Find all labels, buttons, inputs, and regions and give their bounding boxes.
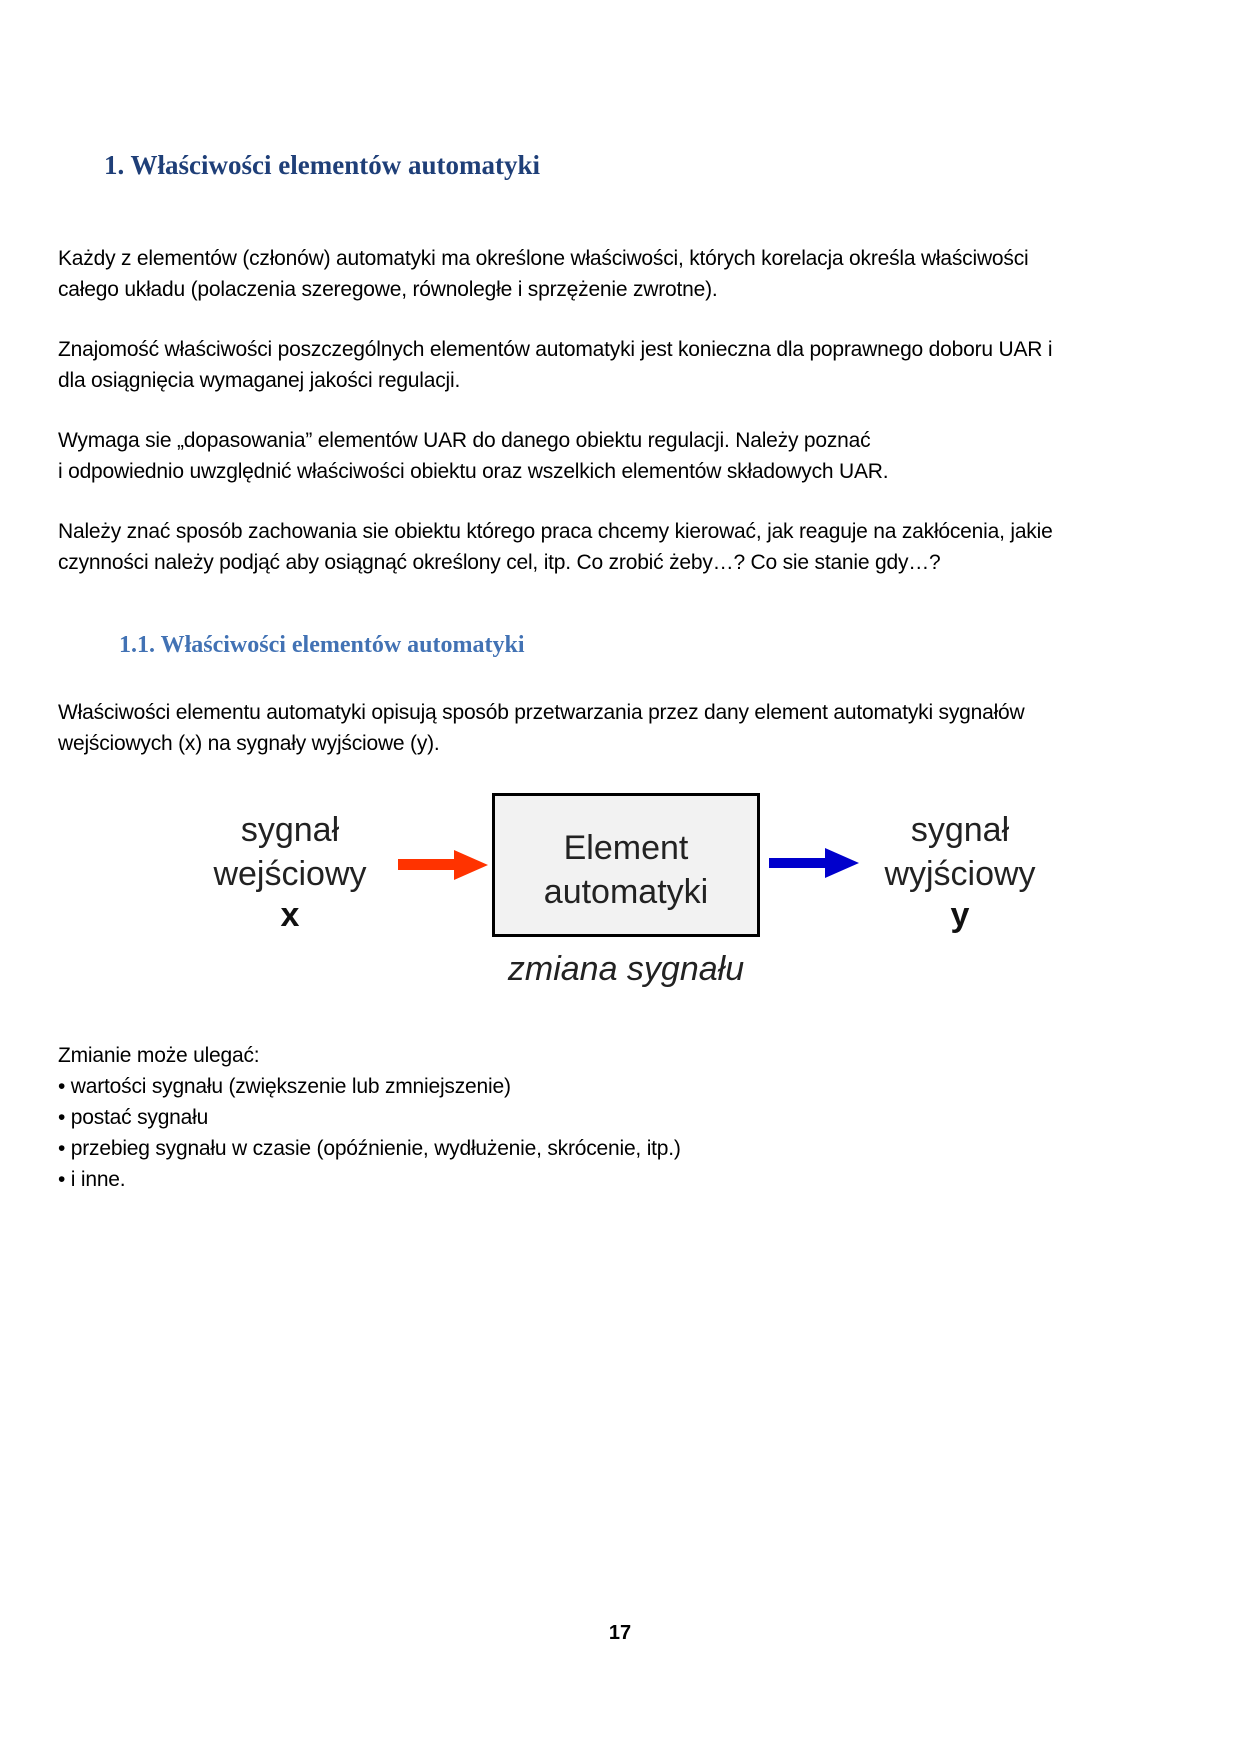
intro-paragraph — [58, 697, 1188, 759]
list-item: • i inne. — [58, 1168, 126, 1191]
output-label-line-1: sygnał — [910, 811, 1010, 849]
paragraph-line: i odpowiednio uwzględnić właściwości obiektu oraz wszelkich elementów składowych UAR. — [58, 460, 889, 483]
element-label-line-1: Element — [563, 829, 689, 867]
list-item: • postać sygnału — [58, 1106, 209, 1129]
list-item: • przebieg sygnału w czasie (opóźnienie, wydłużenie, skrócenie, itp.) — [58, 1137, 681, 1160]
paragraph-line: dla osiągnięcia wymaganej jakości regulacji. — [58, 369, 461, 392]
page-number: 17 — [608, 1622, 632, 1644]
output-signal-label — [860, 808, 1060, 896]
list-intro: Zmianie może ulegać: — [58, 1044, 260, 1067]
output-label-line-2: wyjściowy — [884, 855, 1036, 893]
heading-1: 1. Właściwości elementów automatyki — [104, 150, 540, 180]
element-label — [495, 826, 757, 914]
output-variable: y — [950, 896, 970, 934]
paragraph-line: Należy znać sposób zachowania sie obiektu którego praca chcemy kierować, jak reaguje na zakłócenia, jakie — [58, 520, 1053, 543]
input-variable: x — [280, 896, 300, 934]
element-label-line-2: automatyki — [543, 873, 709, 911]
paragraph-line: całego układu (polaczenia szeregowe, równoległe i sprzężenie zwrotne). — [58, 278, 718, 301]
paragraph-1 — [58, 243, 1188, 305]
input-signal-label — [190, 808, 390, 896]
paragraph-3 — [58, 425, 1188, 487]
input-arrow-icon — [396, 848, 490, 882]
paragraph-line: Każdy z elementów (członów) automatyki ma określone właściwości, których korelacja określa właściwości — [58, 247, 1029, 270]
heading-2: 1.1. Właściwości elementów automatyki — [119, 632, 525, 658]
paragraph-line: czynności należy podjąć aby osiągnąć określony cel, itp. Co zrobić żeby…? Co sie stanie gdy…? — [58, 551, 941, 574]
input-label-line-2: wejściowy — [213, 855, 367, 893]
input-label-line-1: sygnał — [240, 811, 340, 849]
output-arrow-icon — [767, 846, 861, 880]
element-block — [492, 793, 760, 937]
paragraph-line: wejściowych (x) na sygnały wyjściowe (y). — [58, 732, 440, 755]
signal-diagram — [0, 780, 1240, 1010]
paragraph-2 — [58, 334, 1188, 396]
paragraph-line: Właściwości elementu automatyki opisują sposób przetwarzania przez dany element automatyki sygnałów — [58, 701, 1025, 724]
paragraph-4 — [58, 516, 1188, 578]
list-item: • wartości sygnału (zwiększenie lub zmniejszenie) — [58, 1075, 511, 1098]
diagram-caption: zmiana sygnału — [507, 950, 745, 988]
change-list — [58, 1040, 1188, 1195]
paragraph-line: Znajomość właściwości poszczególnych elementów automatyki jest konieczna dla poprawnego doboru UAR i — [58, 338, 1053, 361]
paragraph-line: Wymaga sie „dopasowania” elementów UAR do danego obiektu regulacji. Należy poznać — [58, 429, 871, 452]
